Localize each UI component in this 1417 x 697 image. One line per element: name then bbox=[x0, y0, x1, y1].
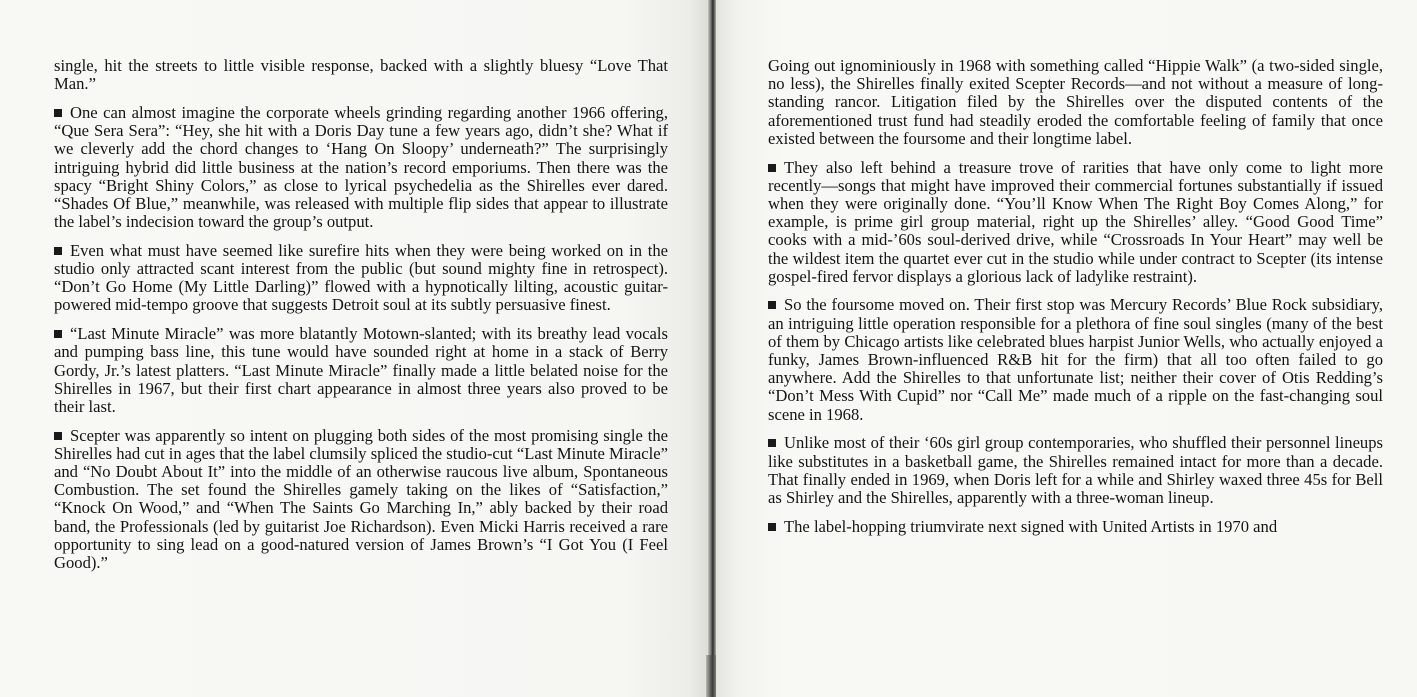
paragraph-text: Going out ignominiously in 1968 with something called “Hippie Walk” (a two-sided single, no less), the Shirelles finally exited Scepter Records—and not without a measure of long-standing rancor. Litigation filed by the Shirelles over the disputed contents of the aforementioned trust fund had steadily eroded the comfortable feeling of family that once existed between the foursome and their longtime label. bbox=[768, 56, 1383, 148]
paragraph bbox=[54, 427, 668, 573]
square-bullet-icon bbox=[768, 164, 776, 172]
paragraph-text: Scepter was apparently so intent on plugging both sides of the most promising single the Shirelles had cut in ages that the label clumsily spliced the studio-cut “Last Minute Miracle” and “No Doubt About It” into the middle of an otherwise raucous live album, Spontaneous Combustion. The set found the Shirelles gamely taking on the likes of “Satisfaction,” “Knock On Wood,” and “When The Saints Go Marching In,” ably backed by their road band, the Professionals (led by guitarist Joe Richardson). Even Micki Harris received a rare opportunity to sing lead on a good-natured version of James Brown’s “I Got You (I Feel Good).” bbox=[54, 425, 668, 573]
paragraph-text: They also left behind a treasure trove of rarities that have only come to light more recently—songs that might have improved their commercial fortunes substantially if issued when they were originally done. “You’ll Know When The Right Boy Comes Along,” for example, is prime girl group material, right up the Shirelles’ alley. “Good Good Time” cooks with a mid-’60s soul-derived drive, while “Crossroads In Your Heart” may well be the wildest item the quartet ever cut in the studio while under contract to Scepter (its intense gospel-fired fervor displays a glorious lack of ladylike restraint). bbox=[768, 157, 1383, 286]
paragraph-text: Even what must have seemed like surefire hits when they were being worked on in the studio only attracted scant interest from the public (but sound mighty fine in retrospect). “Don’t Go Home (My Little Darling)” flowed with a hypnotically lilting, acoustic guitar-powered mid-tempo groove that suggests Detroit soul at its subtly persuasive finest. bbox=[54, 240, 668, 315]
paragraph-text: single, hit the streets to little visible response, backed with a slightly bluesy “Love That Man.” bbox=[54, 56, 668, 94]
paragraph bbox=[54, 104, 668, 231]
paragraph bbox=[768, 296, 1383, 423]
right-text-column bbox=[768, 57, 1383, 546]
square-bullet-icon bbox=[54, 109, 62, 117]
paragraph bbox=[54, 242, 668, 315]
paragraph bbox=[768, 57, 1383, 148]
square-bullet-icon bbox=[768, 301, 776, 309]
right-page bbox=[716, 0, 1417, 697]
paragraph-text: Unlike most of their ‘60s girl group contemporaries, who shuffled their personnel lineups like substitutes in a basketball game, the Shirelles remained intact for more than a decade. That finally ended in 1969, when Doris left for a while and Shirley waxed three 45s for Bell as Shirley and the Shirelles, apparently with a three-woman lineup. bbox=[768, 433, 1383, 507]
paragraph bbox=[768, 434, 1383, 507]
paragraph-text: “Last Minute Miracle” was more blatantly Motown-slanted; with its breathy lead vocals and pumping bass line, this tune would have sounded right at home in a stack of Berry Gordy, Jr.’s latest platters. “Last Minute Miracle” finally made a little belated noise for the Shirelles in 1967, but their first chart appearance in almost three years also proved to be their last. bbox=[54, 324, 668, 416]
paragraph bbox=[54, 57, 668, 93]
square-bullet-icon bbox=[54, 330, 62, 338]
paragraph-text: The label-hopping triumvirate next signed with United Artists in 1970 and bbox=[784, 516, 1278, 536]
paragraph-text: One can almost imagine the corporate wheels grinding regarding another 1966 offering, “Que Sera Sera”: “Hey, she hit with a Doris Day tune a few years ago, didn’t she? What if we cleverly add the chord changes to ‘Hang On Sloopy’ underneath?” The surprisingly intriguing hybrid did little business at the nation’s record emporiums. Then there was the spacy “Bright Shiny Colors,” as close to lyrical psychedelia as the Shirelles ever dared. “Shades Of Blue,” meanwhile, was released with multiple flip sides that appear to illustrate the label’s indecision toward the group’s output. bbox=[54, 102, 668, 232]
paragraph bbox=[768, 518, 1383, 536]
paragraph bbox=[768, 159, 1383, 286]
paragraph-text: So the foursome moved on. Their first stop was Mercury Records’ Blue Rock subsidiary, an intriguing little operation responsible for a plethora of fine soul singles (many of the best of them by Chicago artists like celebrated blues harpist Junior Wells, who actually enjoyed a funky, James Brown-influenced R&B hit for the firm) that all too often failed to go anywhere. Add the Shirelles to that unfortunate list; neither their cover of Otis Redding’s “Don’t Mess With Cupid” nor “Call Me” made much of a ripple on the fast-changing soul scene in 1968. bbox=[768, 295, 1383, 424]
square-bullet-icon bbox=[768, 523, 776, 531]
left-text-column bbox=[54, 57, 668, 583]
square-bullet-icon bbox=[54, 247, 62, 255]
square-bullet-icon bbox=[54, 432, 62, 440]
square-bullet-icon bbox=[768, 439, 776, 447]
paragraph bbox=[54, 325, 668, 416]
